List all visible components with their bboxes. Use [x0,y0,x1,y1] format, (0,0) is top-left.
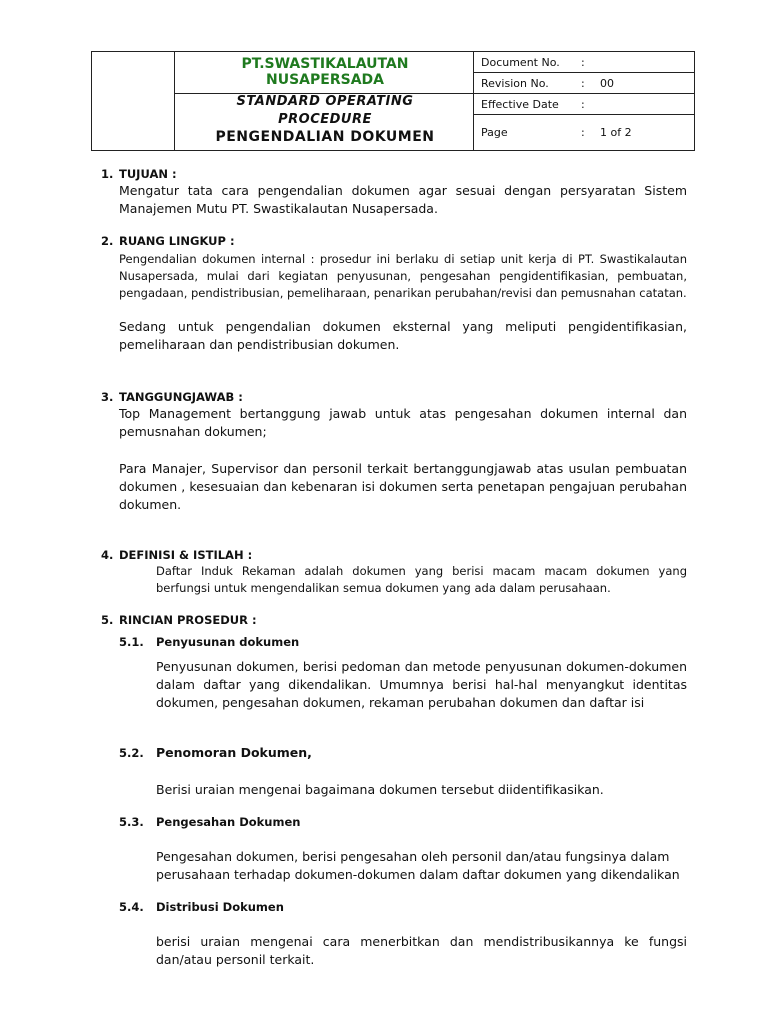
section-title-tanggungjawab: TANGGUNGJAWAB : [119,390,243,404]
subsection-text-penomoran: Berisi uraian mengenai bagaimana dokumen tersebut diidentifikasikan. [156,782,604,797]
meta-value-page: 1 of 2 [600,126,632,139]
section-text-tanggungjawab-1: Top Management bertanggung jawab untuk atas pengesahan dokumen internal dan pemusnahan dokumen; [119,406,687,439]
meta-sep: : [581,98,585,111]
meta-sep: : [581,77,585,90]
section-number: 2. [101,234,114,248]
company-name-line1: PT.SWASTIKALAUTAN [241,56,409,72]
meta-label-revision-no: Revision No. [481,77,549,90]
section-number: 5. [101,613,114,627]
meta-sep: : [581,56,585,69]
section-number: 4. [101,548,114,562]
subsection-number: 5.4. [119,900,144,914]
sop-header-table [91,51,695,151]
subsection-text-penyusunan: Penyusunan dokumen, berisi pedoman dan metode penyusunan dokumen-dokumen dalam daftar yang dikendalikan. Umumnya berisi hal-hal menyangkut identitas dokumen, pengesahan dokumen, rekaman perubahan dokumen dan daftar isi [156,659,687,710]
company-name-line2: NUSAPERSADA [266,72,384,88]
section-number: 3. [101,390,114,404]
section-text-ruang-lingkup-2: Sedang untuk pengendalian dokumen eksternal yang meliputi pengidentifikasian, pemeliharaan dan pendistribusian dokumen. [119,319,687,352]
subsection-title-distribusi: Distribusi Dokumen [156,900,284,914]
section-title-definisi: DEFINISI & ISTILAH : [119,548,253,562]
company-name [175,56,475,88]
meta-label-effective-date: Effective Date [481,98,559,111]
meta-sep: : [581,126,585,139]
subsection-title-pengesahan: Pengesahan Dokumen [156,815,301,829]
section-text-ruang-lingkup-1: Pengendalian dokumen internal : prosedur ini berlaku di setiap unit kerja di PT. Swastikalautan Nusapersada, mulai dari kegiatan penyusunan, pengesahan pengidentifikasian, pembuatan, pengadaan, pendistribusian, pemeliharaan, penarikan perubahan/revisi dan pemusnahan catatan. [119,252,687,300]
meta-value-revision-no: 00 [600,77,614,90]
subsection-number: 5.2. [119,746,144,760]
sop-title-line1: STANDARD OPERATING [236,94,414,109]
subsection-title-penomoran: Penomoran Dokumen, [156,745,312,760]
meta-label-page: Page [481,126,508,139]
section-text-tujuan: Mengatur tata cara pengendalian dokumen agar sesuai dengan persyaratan Sistem Manajemen Mutu PT. Swastikalautan Nusapersada. [119,183,687,216]
header-divider [473,93,694,94]
section-title-tujuan: TUJUAN : [119,167,177,181]
section-number: 1. [101,167,114,181]
header-divider [473,72,694,73]
section-title-ruang-lingkup: RUANG LINGKUP : [119,234,235,248]
section-text-definisi: Daftar Induk Rekaman adalah dokumen yang berisi macam macam dokumen yang berfungsi untuk mengendalikan semua dokumen yang ada dalam perusahaan. [156,564,687,595]
section-text-tanggungjawab-2: Para Manajer, Supervisor dan personil terkait bertanggungjawab atas usulan pembuatan dokumen , kesesuaian dan kebenaran isi dokumen serta penetapan pengajuan perubahan dokumen. [119,461,687,512]
subsection-title-penyusunan: Penyusunan dokumen [156,635,300,649]
meta-label-document-no: Document No. [481,56,560,69]
header-divider [473,114,694,115]
document-title: PENGENDALIAN DOKUMEN [215,129,435,145]
section-title-rincian-prosedur: RINCIAN PROSEDUR : [119,613,257,627]
subsection-number: 5.1. [119,635,144,649]
subsection-text-distribusi: berisi uraian mengenai cara menerbitkan dan mendistribusikannya ke fungsi dan/atau personil terkait. [156,934,687,967]
subsection-text-pengesahan: Pengesahan dokumen, berisi pengesahan oleh personil dan/atau fungsinya dalam perusahaan terhadap dokumen-dokumen dalam daftar dokumen yang dikendalikan [156,849,680,882]
sop-title-line2: PROCEDURE [278,112,372,127]
subsection-number: 5.3. [119,815,144,829]
